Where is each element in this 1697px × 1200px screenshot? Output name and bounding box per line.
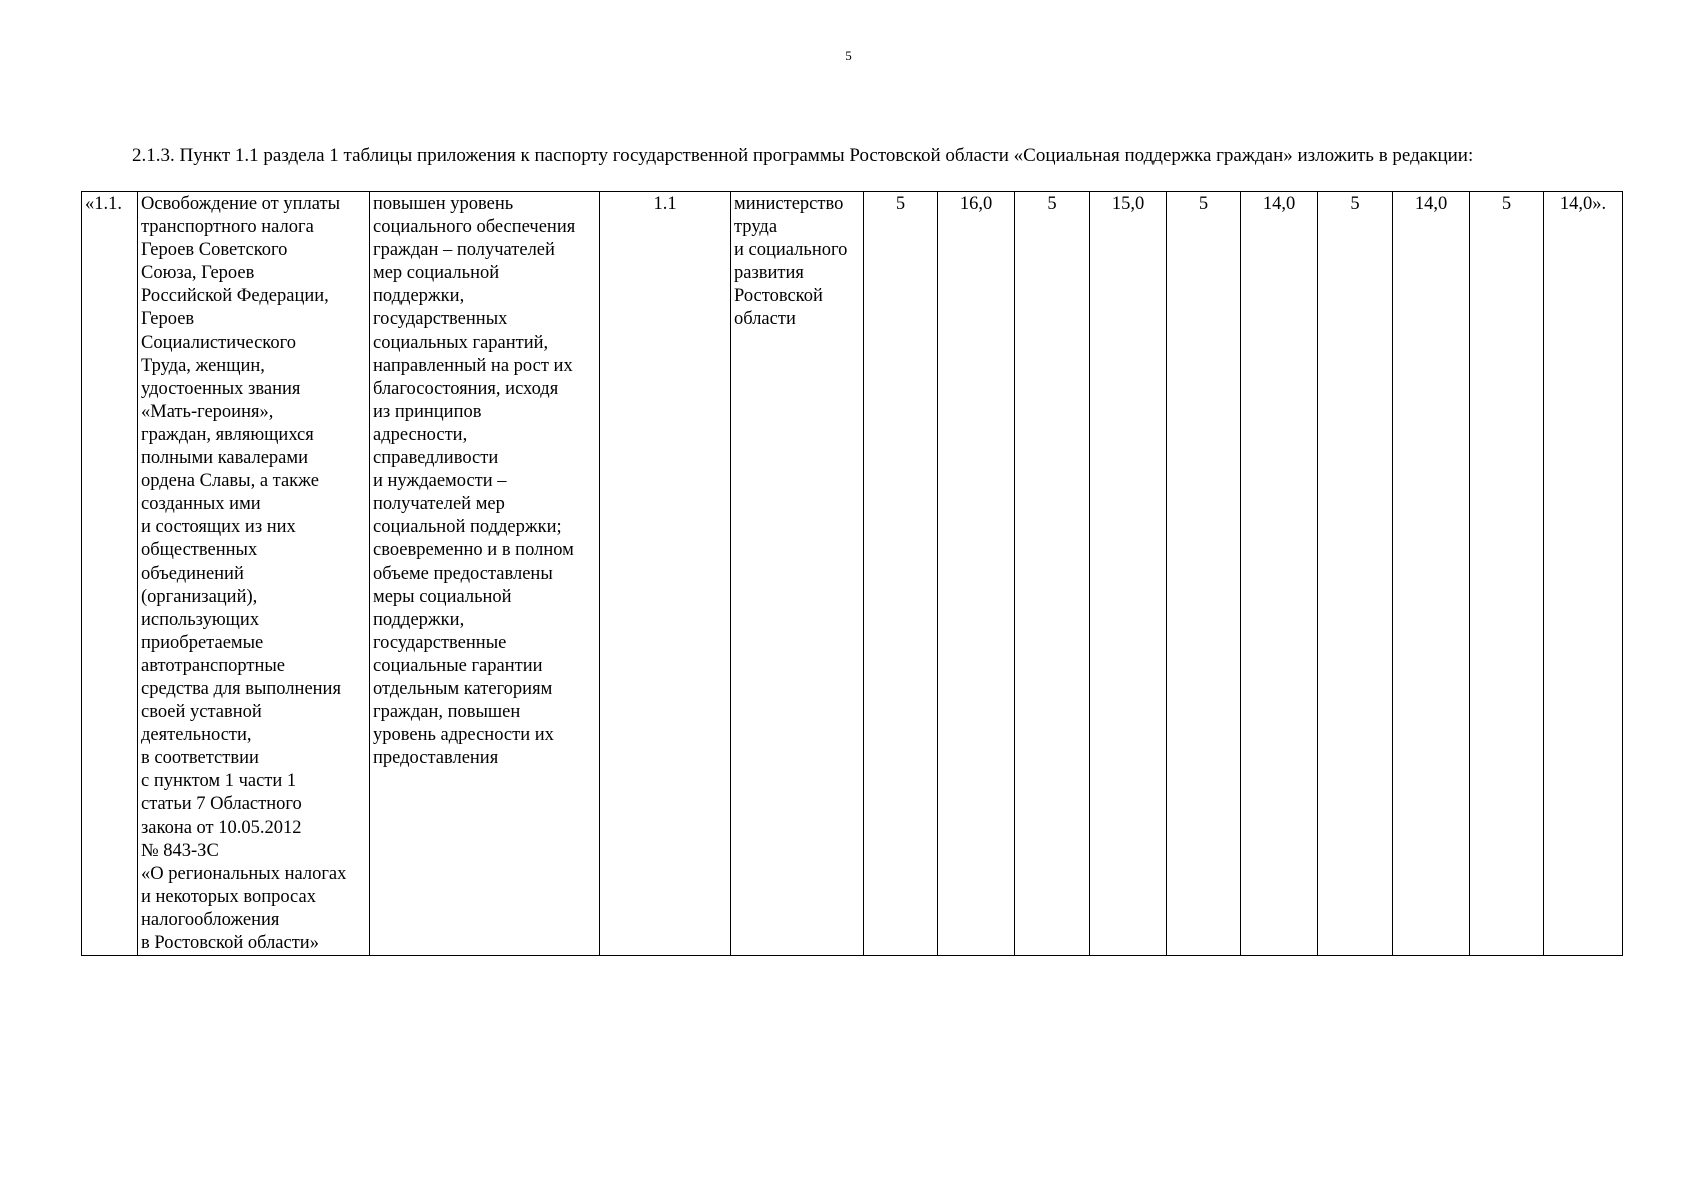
value-cell-8: 14,0 xyxy=(1393,192,1470,956)
responsible-executor-cell: министерство труда и социального развития Ростовской области xyxy=(731,192,864,956)
value-cell-6: 14,0 xyxy=(1241,192,1318,956)
measure-description-cell: Освобождение от уплаты транспортного налога Героев Советского Союза, Героев Российской Федерации, Героев Социалистического Труда, женщин, удостоенных звания «Мать-героиня», граждан, являющихся полными кавалерами ордена Славы, а также созданных ими и состоящих из них общественных объединений (организаций), использующих приобретаемые автотранспортные средства для выполнения своей уставной деятельности, в соответствии с пунктом 1 части 1 статьи 7 Областного закона от 10.05.2012 № 843-ЗС «О региональных налогах и некоторых вопросах налогообложения в Ростовской области» xyxy=(138,192,370,956)
expected-result-cell: повышен уровень социального обеспечения граждан – получателей мер социальной поддержки, государственных социальных гарантий, направленный на рост их благосостояния, исходя из принципов адресности, справедливости и нуждаемости – получателей мер социальной поддержки; своевременно и в полном объеме предоставлены меры социальной поддержки, государственные социальные гарантии отдельным категориям граждан, повышен уровень адресности их предоставления xyxy=(370,192,600,956)
value-cell-3: 5 xyxy=(1015,192,1090,956)
row-number-cell: «1.1. xyxy=(82,192,138,956)
indicator-number-cell: 1.1 xyxy=(600,192,731,956)
page-number: 5 xyxy=(845,48,852,63)
value-cell-4: 15,0 xyxy=(1090,192,1167,956)
value-cell-10: 14,0». xyxy=(1544,192,1623,956)
value-cell-2: 16,0 xyxy=(938,192,1015,956)
table-row xyxy=(82,192,1623,956)
value-cell-7: 5 xyxy=(1318,192,1393,956)
amendment-table xyxy=(81,191,1623,956)
value-cell-5: 5 xyxy=(1167,192,1241,956)
value-cell-9: 5 xyxy=(1470,192,1544,956)
amendment-intro-text: 2.1.3. Пункт 1.1 раздела 1 таблицы приложения к паспорту государственной программы Ростовской области «Социальная поддержка граждан» изложить в редакции: xyxy=(132,145,1474,166)
value-cell-1: 5 xyxy=(864,192,938,956)
